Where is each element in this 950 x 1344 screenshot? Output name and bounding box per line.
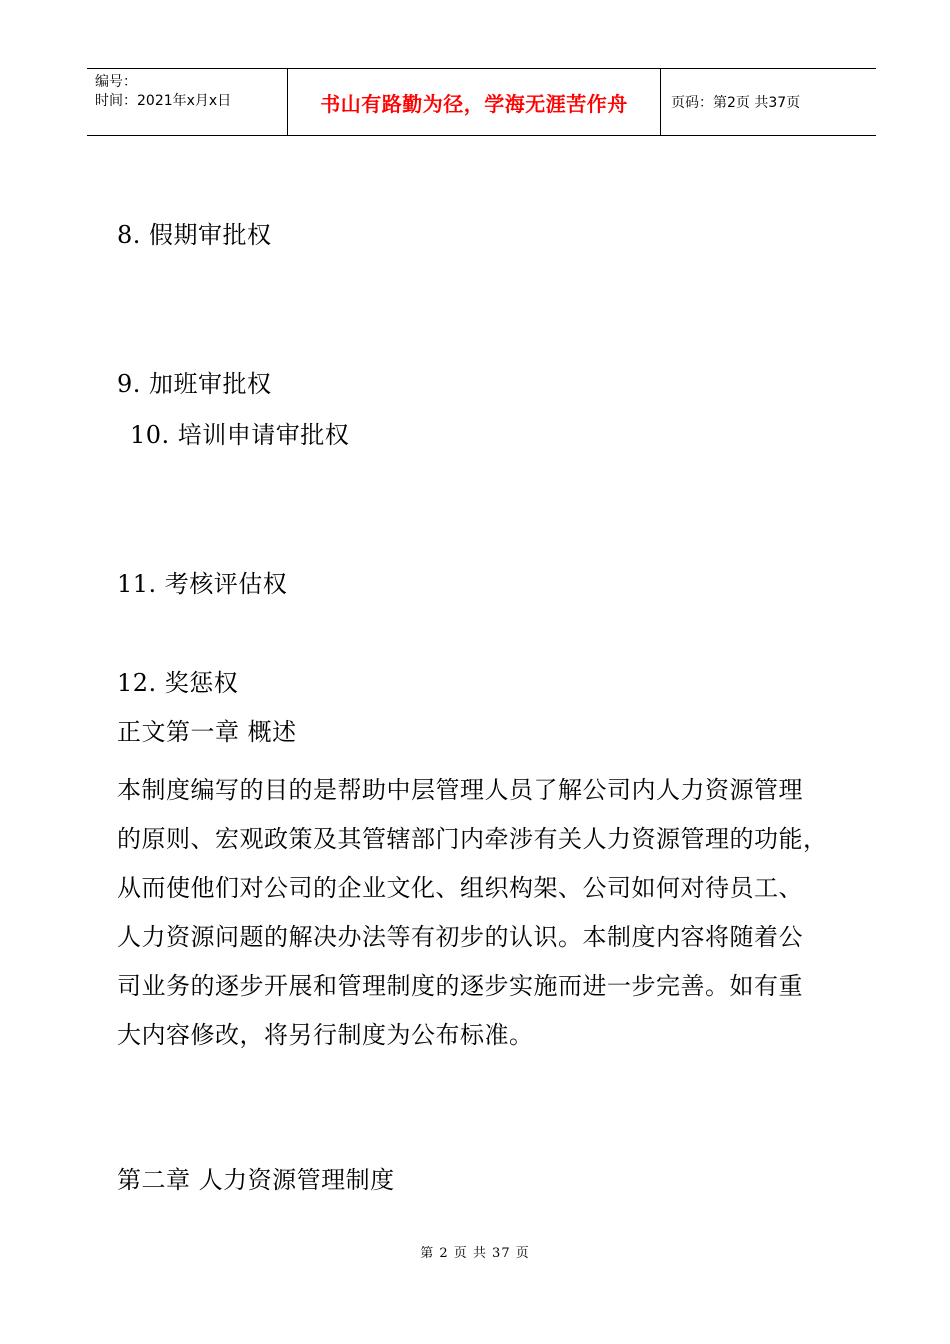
header-motto: 书山有路勤为径，学海无涯苦作舟 xyxy=(288,69,661,135)
body-line: 从而使他们对公司的企业文化、组织构架、公司如何对待员工、 xyxy=(117,874,803,902)
document-time-label: 时间：2021年x月x日 xyxy=(95,93,232,109)
page-footer: 第 2 页 共 37 页 xyxy=(420,1246,530,1261)
list-item-9: 9. 加班审批权 xyxy=(117,370,272,398)
header-meta xyxy=(87,69,288,135)
document-number-label: 编号： xyxy=(95,74,137,90)
list-item-12: 12. 奖惩权 xyxy=(117,669,239,697)
chapter-1-title: 正文第一章 概述 xyxy=(117,718,297,746)
list-item-8: 8. 假期审批权 xyxy=(117,221,272,249)
list-item-10: 10. 培训申请审批权 xyxy=(130,421,350,449)
list-item-11: 11. 考核评估权 xyxy=(117,570,288,598)
body-line: 大内容修改，将另行制度为公布标准。 xyxy=(117,1021,534,1049)
body-line: 本制度编写的目的是帮助中层管理人员了解公司内人力资源管理 xyxy=(117,776,803,804)
page-header xyxy=(87,68,876,136)
header-page-info: 页码：第2页 共37页 xyxy=(671,95,801,111)
chapter-2-title: 第二章 人力资源管理制度 xyxy=(117,1166,395,1194)
body-line: 司业务的逐步开展和管理制度的逐步实施而进一步完善。如有重 xyxy=(117,972,803,1000)
body-line: 人力资源问题的解决办法等有初步的认识。本制度内容将随着公 xyxy=(117,923,803,951)
chapter-1-body xyxy=(117,766,837,1060)
body-line: 的原则、宏观政策及其管辖部门内牵涉有关人力资源管理的功能， xyxy=(117,825,828,853)
